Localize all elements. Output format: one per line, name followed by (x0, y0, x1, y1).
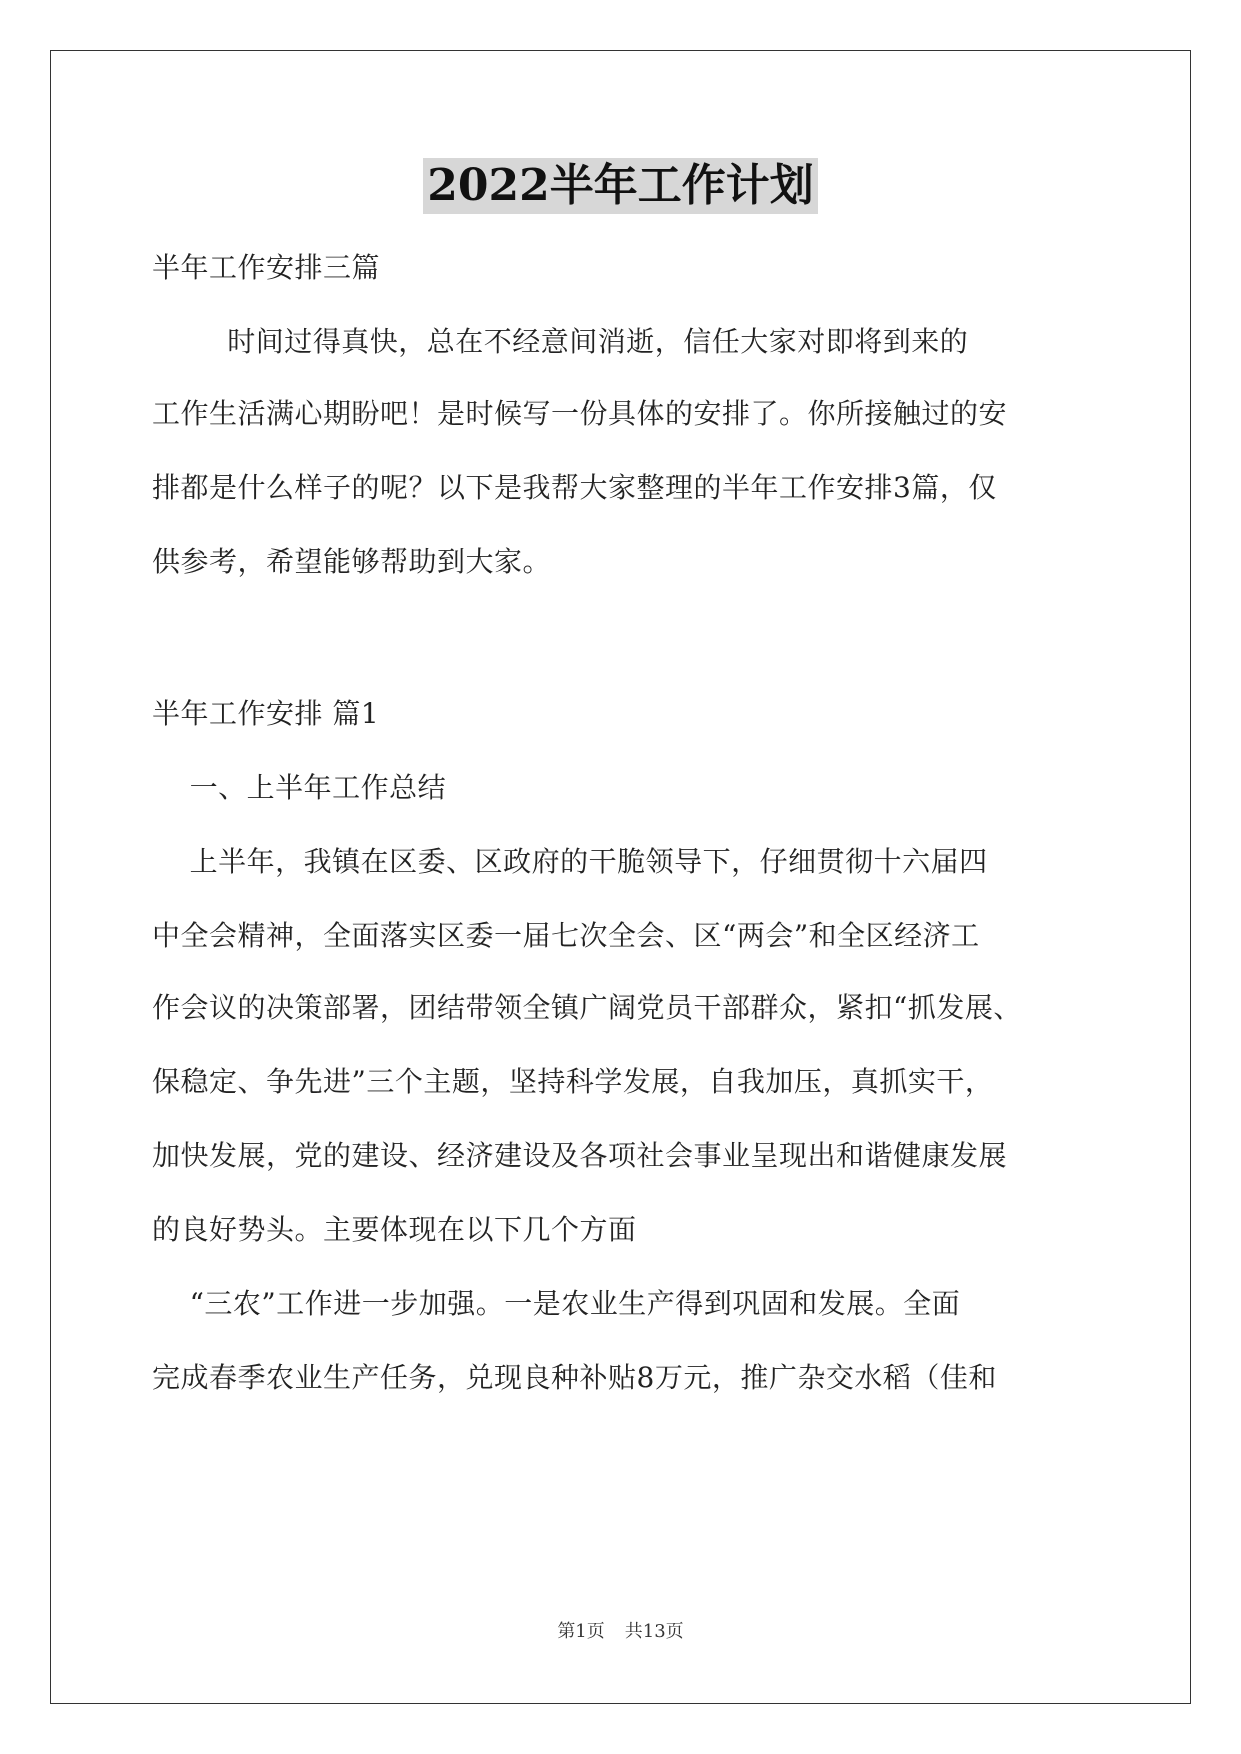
text-line: 的良好势头。主要体现在以下几个方面 (152, 1213, 637, 1246)
text-line-subtitle: 半年工作安排三篇 (152, 251, 381, 284)
text-line: 供参考，希望能够帮助到大家。 (152, 545, 552, 578)
text-line: 工作生活满心期盼吧！是时候写一份具体的安排了。你所接触过的安 (152, 397, 1008, 430)
document-title-wrapper (0, 158, 1241, 214)
text-line: 上半年，我镇在区委、区政府的干脆领导下，仔细贯彻十六届四 (152, 845, 988, 878)
text-line: 完成春季农业生产任务，兑现良种补贴8万元，推广杂交水稻（佳和 (152, 1361, 997, 1394)
subsection-heading: 一、上半年工作总结 (152, 771, 447, 804)
text-line: 中全会精神，全面落实区委一届七次全会、区“两会”和全区经济工 (152, 919, 980, 952)
document-title: 2022半年工作计划 (423, 158, 817, 214)
text-line: 时间过得真快，总在不经意间消逝，信任大家对即将到来的 (152, 325, 969, 358)
page-footer (0, 1620, 1241, 1644)
text-line: 加快发展，党的建设、经济建设及各项社会事业呈现出和谐健康发展 (152, 1139, 1008, 1172)
text-line: 排都是什么样子的呢？以下是我帮大家整理的半年工作安排3篇，仅 (152, 471, 997, 504)
text-line: 保稳定、争先进”三个主题，坚持科学发展，自我加压，真抓实干， (152, 1065, 994, 1098)
page-total: 共13页 (624, 1621, 684, 1642)
text-line: “三农”工作进一步加强。一是农业生产得到巩固和发展。全面 (152, 1287, 961, 1320)
section-heading: 半年工作安排 篇1 (152, 697, 380, 730)
page-number: 第1页 (557, 1621, 605, 1642)
text-line: 作会议的决策部署，团结带领全镇广阔党员干部群众，紧扣“抓发展、 (152, 991, 1022, 1024)
